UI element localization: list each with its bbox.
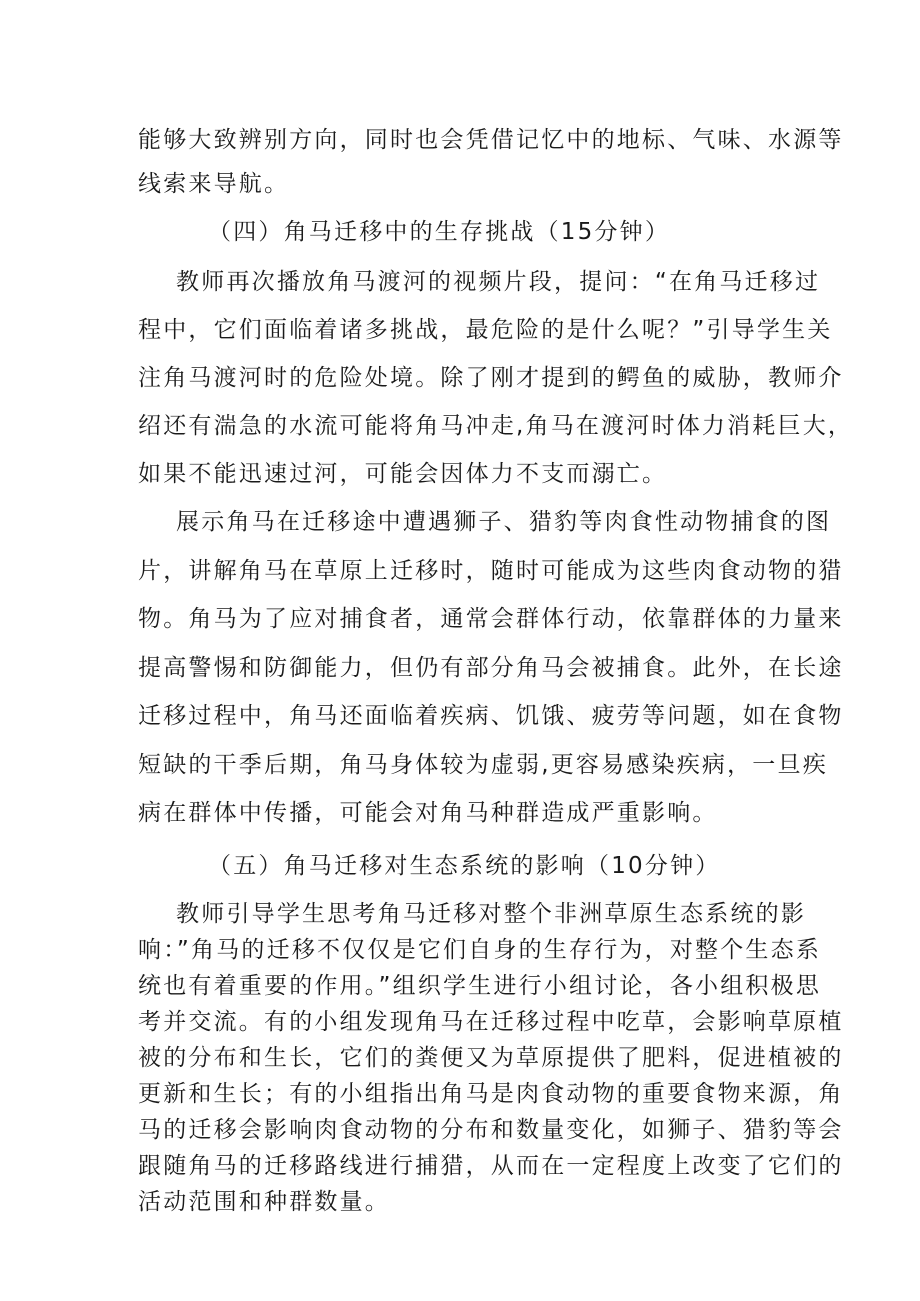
section-5-paragraph-1 [138, 896, 844, 1220]
text-line: 活动范围和种群数量。 [138, 1189, 390, 1215]
section-4-paragraph-2 [138, 498, 844, 838]
section-4-heading: （四）角马迁移中的生存挑战（15分钟） [208, 219, 671, 245]
text-line: 线索来导航。 [138, 171, 290, 197]
text-line: 能够大致辨别方向，同时也会凭借记忆中的地标、气味、水源等 [138, 127, 844, 153]
text-line: 跟随角马的迁移路线进行捕猎，从而在一定程度上改变了它们的 [138, 1153, 844, 1179]
text-line: 程中，它们面临着诸多挑战，最危险的是什么呢？”引导学生关 [138, 317, 833, 343]
text-line: 短缺的干季后期，角马身体较为虚弱,更容易感染疾病，一旦疾 [138, 751, 828, 778]
text-line: 如果不能迅速过河，可能会因体力不支而溺亡。 [138, 461, 668, 487]
text-line: 片，讲解角马在草原上迁移时，随时可能成为这些肉食动物的猎 [138, 557, 844, 584]
text-line: 更新和生长；有的小组指出角马是肉食动物的重要食物来源，角 [138, 1081, 844, 1107]
text-line: 提高警惕和防御能力，但仍有部分角马会被捕食。此外，在长途 [138, 654, 844, 681]
text-line: 马的迁移会影响肉食动物的分布和数量变化，如狮子、猎豹等会 [138, 1117, 844, 1143]
text-line: 响：”角马的迁移不仅仅是它们自身的生存行为，对整个生态系 [138, 937, 822, 963]
text-line: 绍还有湍急的水流可能将角马冲走,角马在渡河时体力消耗巨大， [138, 413, 854, 439]
text-line: 考并交流。有的小组发现角马在迁移过程中吃草，会影响草原植 [138, 1009, 844, 1035]
section-5-heading: （五）角马迁移对生态系统的影响（10分钟） [208, 853, 721, 879]
continuation-paragraph [138, 118, 844, 206]
text-line: 教师再次播放角马渡河的视频片段，提问：“在角马迁移过 [138, 269, 821, 295]
text-line: 迁移过程中，角马还面临着疾病、饥饿、疲劳等问题，如在食物 [138, 703, 844, 729]
text-line: 病在群体中传播，可能会对角马种群造成严重影响。 [138, 800, 718, 826]
text-line: 注角马渡河时的危险处境。除了刚才提到的鳄鱼的威胁，教师介 [138, 365, 844, 391]
text-line: 物。角马为了应对捕食者，通常会群体行动，依靠群体的力量来 [138, 606, 844, 632]
text-line: 展示角马在迁移途中遭遇狮子、猎豹等肉食性动物捕食的图 [138, 509, 832, 535]
section-4-paragraph-1 [138, 258, 854, 498]
text-line: 统也有着重要的作用。”组织学生进行小组讨论，各小组积极思 [138, 973, 822, 999]
text-line: 教师引导学生思考角马迁移对整个非洲草原生态系统的影 [138, 901, 807, 927]
text-line: 被的分布和生长，它们的粪便又为草原提供了肥料，促进植被的 [138, 1045, 844, 1071]
